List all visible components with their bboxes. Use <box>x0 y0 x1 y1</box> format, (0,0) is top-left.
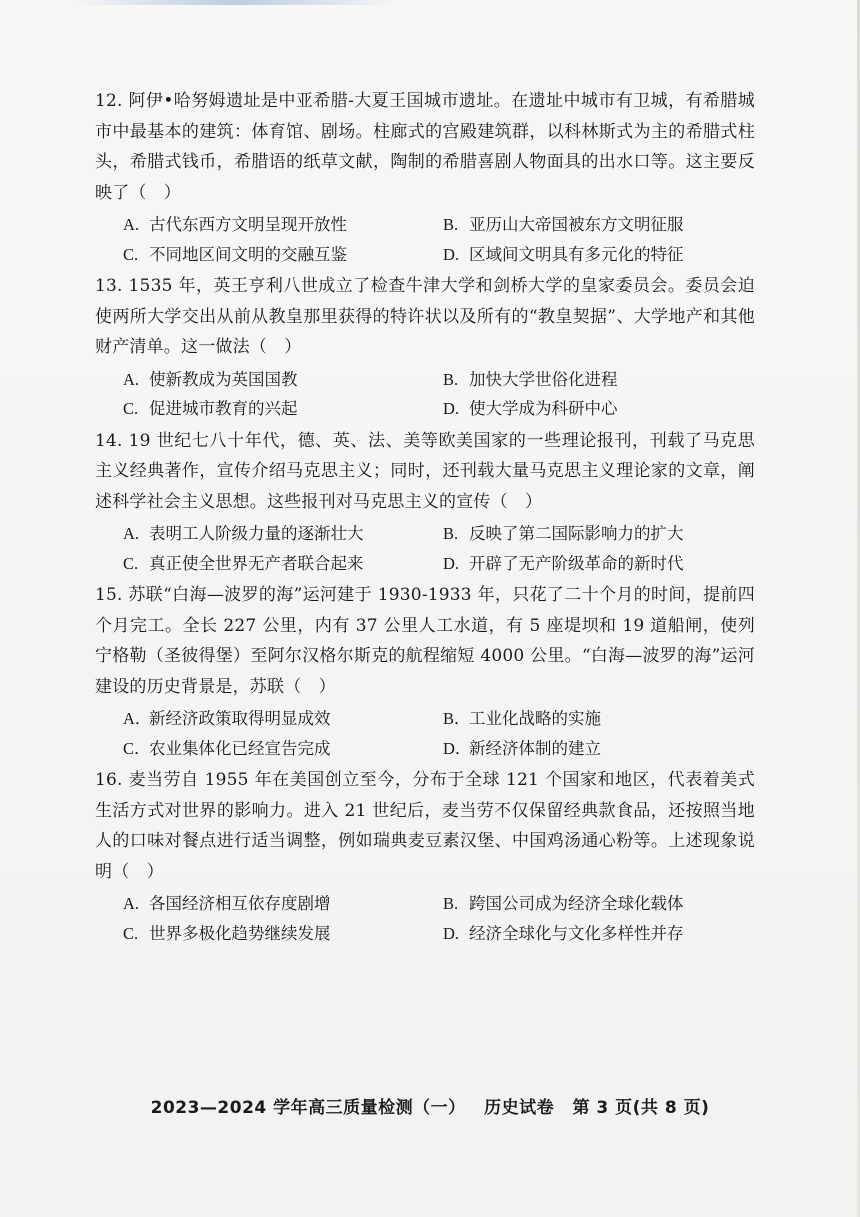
option-a: A. 使新教成为英国国教 <box>123 369 298 389</box>
question-text: 阿伊•哈努姆遗址是中亚希腊-大夏王国城市遗址。在遗址中城市有卫城，有希腊城市中最基本的建筑：体育馆、剧场。柱廊式的宫殿建筑群，以科林斯式为主的希腊式柱头，希腊式钱币，希腊语的纸草文献，陶制的希腊喜剧人物面具的出水口等。这主要反映了（ ） <box>95 91 756 203</box>
question-stem <box>95 271 755 363</box>
page-footer <box>0 1093 860 1118</box>
option-list <box>95 889 755 948</box>
option-list <box>95 704 755 763</box>
option-c: C．农业集体化已经宣告完成 <box>123 738 331 758</box>
option-list <box>95 365 755 424</box>
option-list <box>95 210 755 269</box>
option-d: D. 使大学成为科研中心 <box>443 399 618 418</box>
option-b: B．工业化战略的实施 <box>443 709 601 728</box>
option-a: A. 表明工人阶级力量的逐渐壮大 <box>123 524 364 543</box>
option-c: C. 促进城市教育的兴起 <box>123 399 298 418</box>
question-number: 16. <box>95 770 123 790</box>
option-d: D. 区域间文明具有多元化的特征 <box>443 244 684 264</box>
questions-area <box>95 86 755 950</box>
subject-title: 历史试卷 <box>484 1098 555 1118</box>
question-number: 13. <box>95 276 123 296</box>
question-12 <box>95 86 755 269</box>
page-number: 第 3 页(共 8 页) <box>572 1098 710 1118</box>
option-b: B. 反映了第二国际影响力的扩大 <box>443 524 684 543</box>
option-d: D．新经济体制的建立 <box>443 738 601 758</box>
option-d: D. 经济全球化与文化多样性并存 <box>443 923 684 943</box>
question-stem <box>95 765 755 887</box>
question-14 <box>95 426 755 579</box>
question-number: 14. <box>95 430 123 451</box>
option-c: C. 不同地区间文明的交融互鉴 <box>123 244 347 264</box>
option-list <box>95 519 755 578</box>
question-text: 1535 年，英王亨利八世成立了检查牛津大学和剑桥大学的皇家委员会。委员会迫使两所大学交出从前从教皇那里获得的特许状以及所有的“教皇契据”、大学地产和其他财产清单。这一做法（ ） <box>95 276 755 357</box>
scan-top-tint <box>70 0 400 5</box>
option-a: A. 各国经济相互依存度剧增 <box>123 894 331 913</box>
option-b: B. 加快大学世俗化进程 <box>443 369 618 389</box>
question-number: 12. <box>95 91 123 111</box>
question-13 <box>95 271 755 424</box>
question-number: 15. <box>95 585 123 605</box>
question-16 <box>95 765 755 948</box>
option-b: B. 跨国公司成为经济全球化载体 <box>443 894 684 913</box>
exam-title: 2023—2024 学年高三质量检测（一） <box>150 1098 466 1118</box>
option-c: C. 世界多极化趋势继续发展 <box>123 923 331 943</box>
question-stem <box>95 426 755 518</box>
option-a: A．新经济政策取得明显成效 <box>123 709 331 728</box>
option-c: C. 真正使全世界无产者联合起来 <box>123 553 364 573</box>
option-b: B. 亚历山大帝国被东方文明征服 <box>443 215 684 234</box>
option-d: D. 开辟了无产阶级革命的新时代 <box>443 553 684 573</box>
question-text: 19 世纪七八十年代，德、英、法、美等欧美国家的一些理论报刊，刊载了马克思主义经典著作，宣传介绍马克思主义；同时，还刊载大量马克思主义理论家的文章，阐述科学社会主义思想。这些报刊对马克思主义的宣传（ ） <box>95 430 755 512</box>
question-stem <box>95 580 755 702</box>
question-text: 苏联“白海—波罗的海”运河建于 1930-1933 年，只花了二十个月的时间，提前四个月完工。全长 227 公里，内有 37 公里人工水道，有 5 座堤坝和 19 道船闸，使列宁格勒（圣彼得堡）至阿尔汉格尔斯克的航程缩短 4000 公里。“白海—波罗的海”运河建设的历史背景是，苏联（ ） <box>95 585 755 697</box>
option-a: A. 古代东西方文明呈现开放性 <box>123 215 347 234</box>
question-stem <box>95 86 755 208</box>
question-text: 麦当劳自 1955 年在美国创立至今，分布于全球 121 个国家和地区，代表着美式生活方式对世界的影响力。进入 21 世纪后，麦当劳不仅保留经典款食品，还按照当地人的口味对餐点进行适当调整，例如瑞典麦豆素汉堡、中国鸡汤通心粉等。上述现象说明（ ） <box>95 770 755 882</box>
question-15 <box>95 580 755 763</box>
